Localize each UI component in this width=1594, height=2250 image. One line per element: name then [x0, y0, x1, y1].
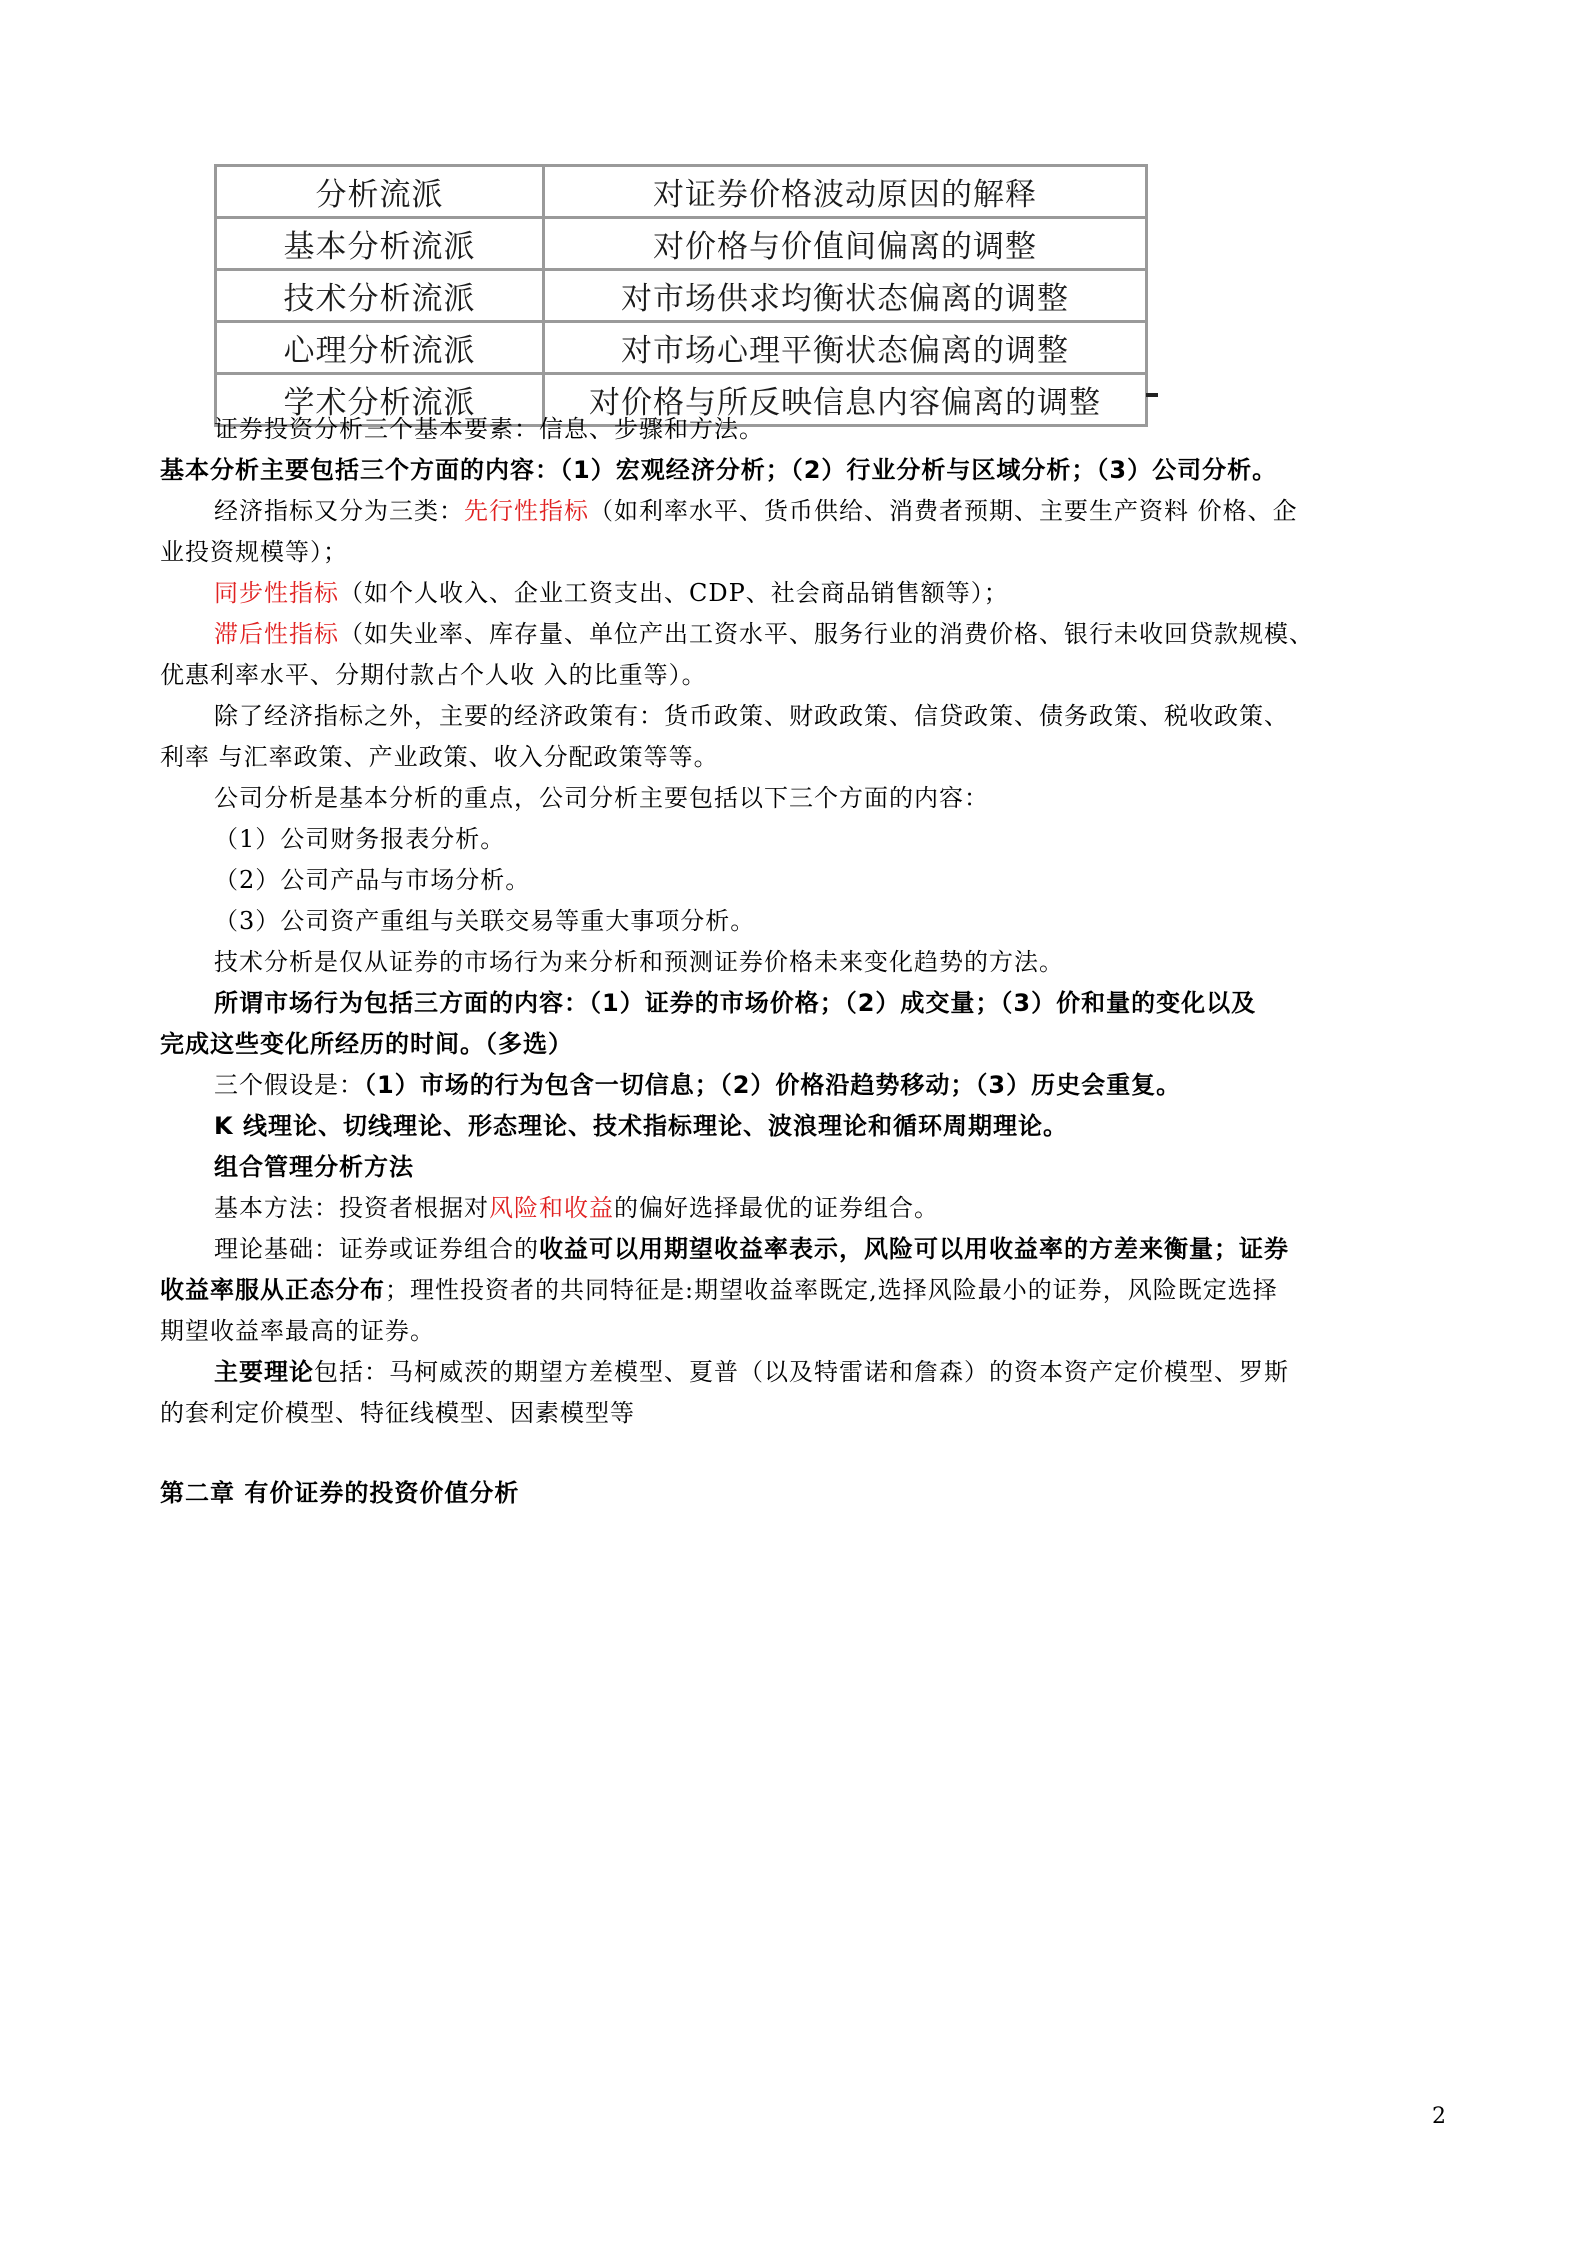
paragraph: 除了经济指标之外，主要的经济政策有：货币政策、财政政策、信贷政策、债务政策、税收政策、: [214, 702, 1289, 730]
paragraph: [214, 1232, 1494, 1266]
paragraph: [214, 1068, 1494, 1102]
highlight-risk-return: 风险和收益: [489, 1194, 614, 1222]
paragraph: 业投资规模等）；: [160, 538, 348, 566]
paragraph: 公司分析是基本分析的重点，公司分析主要包括以下三个方面的内容：: [214, 784, 989, 812]
text-run: 理论基础：证券或证券组合的: [214, 1235, 539, 1263]
paragraph: [160, 1273, 1440, 1307]
text-run: ；理性投资者的共同特征是:期望收益率既定,选择风险最小的证券，风险既定选择: [385, 1276, 1278, 1304]
table-cell: 学术分析流派: [216, 374, 544, 426]
paragraph: 技术分析是仅从证券的市场行为来分析和预测证券价格未来变化趋势的方法。: [214, 948, 1064, 976]
table-corner-mark: [1146, 393, 1158, 397]
table-cell: 对市场供求均衡状态偏离的调整: [544, 270, 1147, 322]
paragraph-bold: 基本分析主要包括三个方面的内容：（1）宏观经济分析；（2）行业分析与区域分析；（3）公司分析。: [160, 456, 1278, 484]
highlight-coincident-indicator: 同步性指标: [214, 579, 339, 607]
table-cell: 对证券价格波动原因的解释: [544, 166, 1147, 218]
text-run: 三个假设是：: [214, 1071, 364, 1099]
highlight-leading-indicator: 先行性指标: [464, 497, 589, 525]
paragraph: 优惠利率水平、分期付款占个人收 入的比重等）。: [160, 661, 707, 689]
paragraph-bold: 所谓市场行为包括三方面的内容：（1）证券的市场价格；（2）成交量；（3）价和量的变化以及: [214, 989, 1257, 1017]
text-run: 包括：马柯威茨的期望方差模型、夏普（以及特雷诺和詹森）的资本资产定价模型、罗斯: [314, 1358, 1289, 1386]
table-cell: 技术分析流派: [216, 270, 544, 322]
table-row: [216, 218, 1147, 270]
text-run: （如失业率、库存量、单位产出工资水平、服务行业的消费价格、银行未收回贷款规模、: [339, 620, 1314, 648]
list-item: （1）公司财务报表分析。: [214, 825, 506, 853]
paragraph: 的套利定价模型、特征线模型、因素模型等: [160, 1399, 635, 1427]
paragraph: [214, 617, 1494, 651]
list-item: （3）公司资产重组与关联交易等重大事项分析。: [214, 907, 756, 935]
paragraph-bold: 完成这些变化所经历的时间。（多选）: [160, 1030, 573, 1058]
paragraph: 期望收益率最高的证券。: [160, 1317, 435, 1345]
text-run: 经济指标又分为三类：: [214, 497, 464, 525]
table-cell: 基本分析流派: [216, 218, 544, 270]
table-cell: 对价格与所反映信息内容偏离的调整: [544, 374, 1147, 426]
paragraph: [214, 494, 1494, 528]
paragraph: [214, 576, 1494, 610]
table-row: [216, 322, 1147, 374]
table-row: [216, 166, 1147, 218]
paragraph: [214, 1355, 1494, 1389]
table-row: [216, 270, 1147, 322]
chapter-heading: 第二章 有价证券的投资价值分析: [160, 1479, 520, 1507]
text-run-bold: 收益率服从正态分布: [160, 1276, 385, 1304]
page-number: 2: [1432, 2104, 1446, 2129]
paragraph: 利率 与汇率政策、产业政策、收入分配政策等等。: [160, 743, 719, 771]
text-run: 基本方法：投资者根据对: [214, 1194, 489, 1222]
table-cell: 对价格与价值间偏离的调整: [544, 218, 1147, 270]
text-run-bold: （1）市场的行为包含一切信息；（2）价格沿趋势移动；（3）历史会重复。: [364, 1071, 1182, 1099]
text-run-bold: 主要理论: [214, 1358, 314, 1386]
highlight-lagging-indicator: 滞后性指标: [214, 620, 339, 648]
table-cell: 心理分析流派: [216, 322, 544, 374]
paragraph: [214, 1191, 1494, 1225]
list-item: （2）公司产品与市场分析。: [214, 866, 531, 894]
analysis-schools-table: [214, 164, 1148, 427]
text-run-bold: 收益可以用期望收益率表示，风险可以用收益率的方差来衡量；证券: [539, 1235, 1289, 1263]
section-heading: 组合管理分析方法: [214, 1153, 414, 1181]
text-run: （如利率水平、货币供给、消费者预期、主要生产资料 价格、企: [589, 497, 1298, 525]
paragraph: 证券投资分析三个基本要素：信息、步骤和方法。: [214, 415, 764, 443]
table-cell: 对市场心理平衡状态偏离的调整: [544, 322, 1147, 374]
text-run: （如个人收入、企业工资支出、CDP、社会商品销售额等）；: [339, 579, 1009, 607]
table-cell: 分析流派: [216, 166, 544, 218]
paragraph-bold: K 线理论、切线理论、形态理论、技术指标理论、波浪理论和循环周期理论。: [214, 1112, 1068, 1140]
text-run: 的偏好选择最优的证券组合。: [614, 1194, 939, 1222]
